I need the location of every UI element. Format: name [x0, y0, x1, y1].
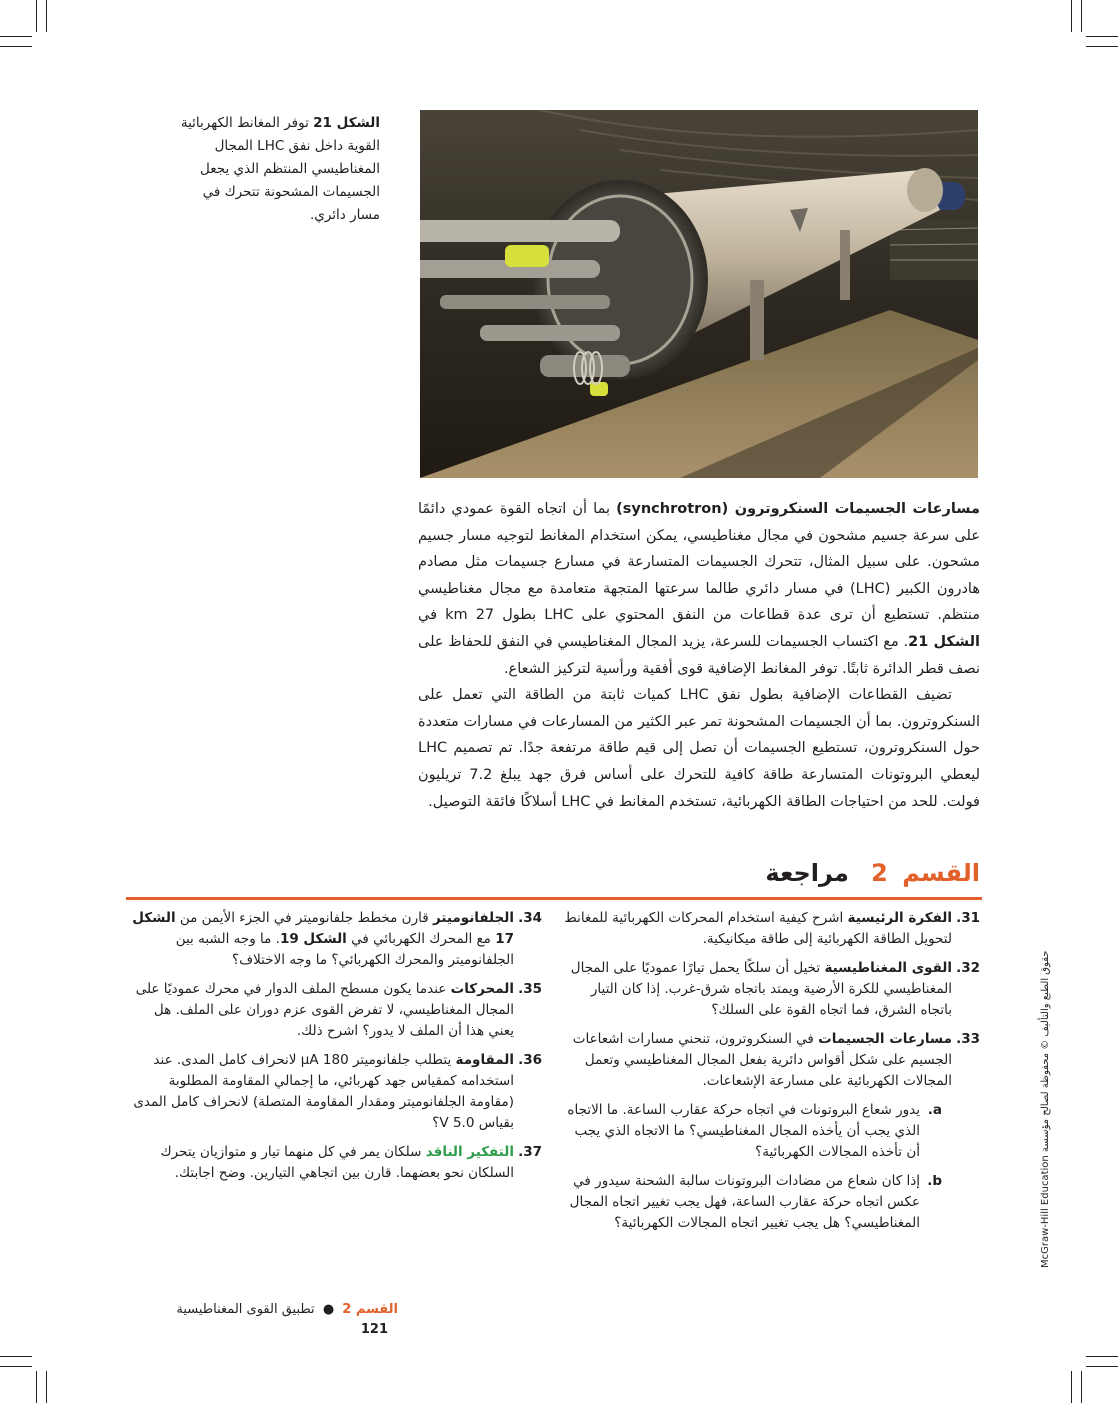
footer-section-title: تطبيق القوى المغناطيسية [176, 1302, 315, 1317]
question-number: 31. [956, 910, 980, 926]
question-31 [560, 908, 980, 950]
question-text: قارن مخطط جلفانوميتر في الجزء الأيمن من [175, 910, 433, 926]
question-text: تخيل أن سلكًا يحمل تيارًا عموديًا على المجال المغناطيسي للكرة الأرضية ويمتد باتجاه شرق-غرب. إذا كان التيار باتجاه الشرق، فما اتجاه القوة على السلك؟ [570, 960, 952, 1018]
crop-mark [1071, 1371, 1072, 1403]
question-34 [126, 908, 542, 971]
crop-mark [46, 0, 47, 32]
question-keyword: الجلفانوميتر [432, 910, 514, 926]
question-37 [126, 1142, 542, 1184]
question-keyword: المحركات [450, 981, 514, 997]
question-keyword: المقاومة [455, 1052, 514, 1068]
question-text: اشرح كيفية استخدام المحركات الكهربائية للمغانط لتحويل الطاقة الكهربائية إلى طاقة ميكانيكية. [564, 910, 952, 947]
crop-mark [0, 46, 32, 47]
body-text [418, 496, 980, 815]
paragraph-synchrotron [418, 496, 980, 682]
crop-mark [1086, 1356, 1118, 1357]
section-title: مراجعة [765, 859, 849, 887]
figure-caption-text: توفر المغانط الكهربائية القوية داخل نفق LHC المجال المغناطيسي المنتظم الذي يجعل الجسيمات المشحونة تتحرك في مسار دائري. [180, 115, 380, 223]
crop-mark [36, 0, 37, 32]
subquestion-a [560, 1100, 942, 1163]
question-number: 37. [518, 1144, 542, 1160]
crop-mark [1071, 0, 1072, 32]
question-text: سلكان يمر في كل منهما تيار و متوازيان يتحرك السلكان نحو بعضهما. قارن بين اتجاهي التيارين. وضح اجابتك. [160, 1144, 514, 1181]
crop-mark [0, 1356, 32, 1357]
crop-mark [1081, 1371, 1082, 1403]
figure-reference: الشكل 17 [132, 910, 514, 947]
footer-section-label: القسم 2 [342, 1302, 398, 1317]
crop-mark [36, 1371, 37, 1403]
figure-reference: الشكل 19 [279, 931, 347, 947]
paragraph-text: بما أن اتجاه القوة عمودي دائمًا على سرعة جسيم مشحون في مجال مغناطيسي، يمكن استخدام المغانط لتوجيه مسار جسيم مشحون. على سبيل المثال، تتحرك الجسيمات المتسارعة في مسارع جسيمات مثل مصادم هادرون الكبير (LHC) في مسار دائري طالما سرعتها المتجهة متعامدة مع مجال مغناطيسي منتظم. تستطيع أن ترى عدة قطاعات من النفق المحتوي على LHC بطول 27 km في [418, 501, 980, 624]
review-column-left [126, 908, 542, 1192]
crop-mark [1086, 36, 1118, 37]
crop-mark [1086, 1366, 1118, 1367]
crop-mark [46, 1371, 47, 1403]
question-keyword: التفكير الناقد [425, 1144, 514, 1160]
question-text: مع المحرك الكهربائي في [346, 931, 496, 947]
crop-mark [1081, 0, 1082, 32]
question-35 [126, 979, 542, 1042]
crop-mark [0, 1366, 32, 1367]
figure-label: الشكل 21 [313, 115, 380, 131]
subquestion-b [560, 1171, 942, 1234]
question-number: 33. [956, 1031, 980, 1047]
subquestion-label: a. [927, 1102, 942, 1118]
section-divider [126, 897, 982, 900]
page-number: 121 [360, 1322, 388, 1337]
question-keyword: الفكرة الرئيسية [847, 910, 952, 926]
section-label: القسم [902, 859, 980, 887]
question-text: في السنكروترون، تنحني مسارات اشعاعات الجسيم على شكل أقواس دائرية بفعل المجال المغناطيسي وتعمل المجالات الكهربائية على مسارعة الإشعاعات. [572, 1031, 952, 1089]
paragraph-text: . مع اكتساب الجسيمات للسرعة، يزيد المجال المغناطيسي في النفق للحفاظ على نصف قطر الدائرة ثابتًا. توفر المغانط الإضافية قوى أفقية ورأسية لتركيز الشعاع. [418, 633, 980, 677]
question-text: يتطلب جلفانوميتر 180 μA لانحراف كامل المدى. عند استخدامه كمقياس جهد كهربائي، ما إجمالي المقاومة المطلوبة (مقاومة الجلفانوميتر ومقدار المقاومة المتصلة) لانحراف كامل المدى بقياس 5.0 V؟ [133, 1052, 514, 1131]
figure-reference: الشكل 21 [908, 633, 981, 650]
section-review-heading [700, 856, 980, 890]
section-number: 2 [871, 859, 888, 887]
question-36 [126, 1050, 542, 1134]
term-synchrotron: مسارعات الجسيمات السنكروترون (synchrotron) [616, 501, 980, 517]
question-text: . ما وجه الشبه بين الجلفانوميتر والمحرك الكهربائي؟ ما وجه الاختلاف؟ [175, 931, 514, 968]
question-number: 34. [518, 910, 542, 926]
lhc-tunnel-photo [420, 110, 978, 478]
figure-caption [178, 112, 380, 227]
crop-mark [0, 36, 32, 37]
subquestion-text: يدور شعاع البروتونات في اتجاه حركة عقارب الساعة. ما الاتجاه الذي يجب أن يأخذه المجال المغناطيسي؟ ما الاتجاه الذي يجب أن تأخذه المجالات الكهربائية؟ [567, 1102, 920, 1160]
footer-bullet: ● [322, 1302, 335, 1317]
review-column-right [560, 908, 980, 1242]
page-footer [138, 1300, 398, 1340]
question-number: 35. [518, 981, 542, 997]
question-text: عندما يكون مسطح الملف الدوار في محرك عموديًا على المجال المغناطيسي، لا تفرض القوى عزم دوران على الملف. هل يعني هذا أن الملف لا يدور؟ اشرح ذلك. [135, 981, 514, 1039]
crop-mark [1086, 46, 1118, 47]
question-keyword: القوى المغناطيسية [824, 960, 952, 976]
copyright-note: حقوق الطبع والتأليف © محفوظة لصالح مؤسسة McGraw-Hill Education [1040, 950, 1051, 1268]
paragraph-lhc-energy: تضيف القطاعات الإضافية بطول نفق LHC كميات ثابتة من الطاقة التي تعمل على السنكروترون. بما أن الجسيمات المشحونة تمر عبر الكثير من المسارعات في مسارات متعددة حول السنكروترون، تستطيع الجسيمات أن تصل إلى قيم طاقة مرتفعة جدًا. تم تصميم LHC ليعطي البروتونات المتسارعة طاقة كافية للتحرك على أساس فرق جهد يبلغ 7.2 تريليون فولت. للحد من احتياجات الطاقة الكهربائية، تستخدم المغانط في LHC أسلاكًا فائقة التوصيل. [418, 687, 980, 810]
question-number: 32. [956, 960, 980, 976]
subquestion-text: إذا كان شعاع من مضادات البروتونات سالبة الشحنة سيدور في عكس اتجاه حركة عقارب الساعة، فهل يجب تغيير اتجاه المجال المغناطيسي؟ هل يجب تغيير اتجاه المجالات الكهربائية؟ [569, 1173, 920, 1231]
question-32 [560, 958, 980, 1021]
question-keyword: مسارعات الجسيمات [818, 1031, 952, 1047]
question-33 [560, 1029, 980, 1234]
subquestion-label: b. [927, 1173, 942, 1189]
question-number: 36. [518, 1052, 542, 1068]
